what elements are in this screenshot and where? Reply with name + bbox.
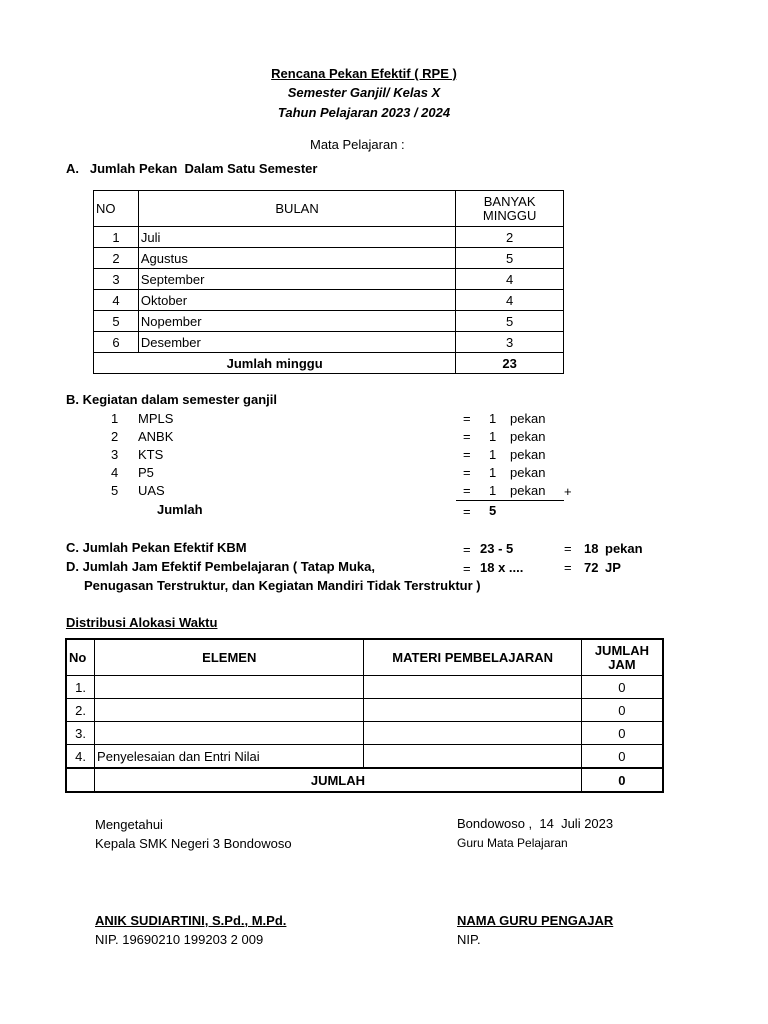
section-d-label-1: D. Jumlah Jam Efektif Pembelajaran ( Tatap Muka, (66, 559, 375, 574)
row-weeks: 4 (456, 290, 564, 311)
dist-row-no: 3. (66, 722, 95, 745)
section-c-label: C. Jumlah Pekan Efektif KBM (66, 540, 247, 555)
activity-unit: pekan (510, 447, 546, 462)
row-no: 4 (94, 290, 139, 311)
dist-row-hours: 0 (581, 722, 663, 745)
weeks-total-row (94, 353, 564, 374)
sum-divider (456, 500, 564, 501)
dist-row-no: 1. (66, 676, 95, 699)
dist-row-no: 4. (66, 745, 95, 769)
section-a-heading: A. Jumlah Pekan Dalam Satu Semester (66, 161, 318, 176)
activity-no: 1 (111, 411, 119, 426)
row-weeks: 5 (456, 248, 564, 269)
col-weeks-line2: MINGGU (482, 207, 537, 223)
row-no: 2 (94, 248, 139, 269)
activity-value: 1 (489, 483, 497, 498)
row-month: September (138, 269, 455, 290)
dist-col-element: ELEMEN (95, 639, 364, 676)
section-c-result: 18 (584, 541, 599, 556)
activity-value: 1 (489, 429, 497, 444)
sum-plus-sign: + (564, 484, 572, 499)
table-row (94, 248, 564, 269)
sign-left-line1: Mengetahui (95, 817, 163, 832)
distribution-table (65, 638, 664, 793)
dist-row-no: 2. (66, 699, 95, 722)
sign-left-line2: Kepala SMK Negeri 3 Bondowoso (95, 836, 292, 851)
activity-no: 2 (111, 429, 119, 444)
subject-label: Mata Pelajaran : (310, 137, 405, 152)
dist-total-value: 0 (581, 768, 663, 792)
section-c-unit: pekan (605, 541, 643, 556)
activity-no: 5 (111, 483, 119, 498)
dist-total-label: JUMLAH (95, 768, 582, 792)
section-c-eq2: = (564, 541, 572, 556)
activity-unit: pekan (510, 429, 546, 444)
section-d-unit: JP (605, 560, 621, 575)
teacher-name: NAMA GURU PENGAJAR (457, 913, 614, 928)
row-month: Oktober (138, 290, 455, 311)
row-weeks: 5 (456, 311, 564, 332)
activity-value: 1 (489, 465, 497, 480)
activity-unit: pekan (510, 465, 546, 480)
section-c-eq1: = (463, 542, 471, 557)
activity-total-value: 5 (489, 503, 497, 518)
dist-row-element (95, 699, 364, 722)
table-row (94, 311, 564, 332)
dist-row-hours: 0 (581, 699, 663, 722)
dist-row-hours: 0 (581, 676, 663, 699)
dist-col-hours (581, 639, 663, 676)
activity-name: P5 (138, 465, 154, 480)
headmaster-name: ANIK SUDIARTINI, S.Pd., M.Pd. (95, 913, 287, 928)
dist-col-material: MATERI PEMBELAJARAN (364, 639, 581, 676)
section-c-expr: 23 - 5 (480, 541, 514, 556)
activity-value: 1 (489, 447, 497, 462)
activity-name: MPLS (138, 411, 174, 426)
activity-no: 3 (111, 447, 119, 462)
weeks-total-value: 23 (456, 353, 564, 374)
row-month: Agustus (138, 248, 455, 269)
section-d-eq2: = (564, 560, 572, 575)
doc-semester: Semester Ganjil/ Kelas X (287, 85, 441, 100)
dist-row-hours: 0 (581, 745, 663, 769)
dist-row-material (364, 699, 581, 722)
table-row (94, 227, 564, 248)
dist-row-element (95, 676, 364, 699)
section-b-heading: B. Kegiatan dalam semester ganjil (66, 392, 277, 407)
activity-name: KTS (138, 447, 164, 462)
col-month: BULAN (138, 191, 455, 227)
activity-no: 4 (111, 465, 119, 480)
row-weeks: 3 (456, 332, 564, 353)
dist-row-element: Penyelesaian dan Entri Nilai (95, 745, 364, 769)
table-row (66, 745, 663, 769)
row-no: 3 (94, 269, 139, 290)
dist-row-element (95, 722, 364, 745)
col-weeks (456, 191, 564, 227)
table-row (94, 290, 564, 311)
section-d-result: 72 (584, 560, 599, 575)
row-weeks: 4 (456, 269, 564, 290)
table-row (94, 269, 564, 290)
activity-total-label: Jumlah (157, 502, 203, 517)
sign-right-line2: Guru Mata Pelajaran (457, 836, 568, 850)
headmaster-nip: NIP. 19690210 199203 2 009 (95, 932, 264, 947)
distribution-table-header (66, 639, 663, 676)
dist-row-material (364, 676, 581, 699)
dist-col-no: No (66, 639, 95, 676)
col-weeks-line1: BANYAK (483, 193, 536, 209)
row-month: Desember (138, 332, 455, 353)
table-row (66, 722, 663, 745)
section-d-expr: 18 x .... (480, 560, 524, 575)
row-month: Nopember (138, 311, 455, 332)
distribution-total-row (66, 768, 663, 792)
weeks-total-label: Jumlah minggu (94, 353, 456, 374)
activity-unit: pekan (510, 411, 546, 426)
row-no: 5 (94, 311, 139, 332)
section-d-eq1: = (463, 561, 471, 576)
doc-title: Rencana Pekan Efektif ( RPE ) (271, 66, 457, 81)
row-weeks: 2 (456, 227, 564, 248)
row-month: Juli (138, 227, 455, 248)
section-d-label-2: Penugasan Terstruktur, dan Kegiatan Mandiri Tidak Terstruktur ) (84, 578, 481, 593)
activity-value: 1 (489, 411, 497, 426)
distribution-heading: Distribusi Alokasi Waktu (66, 615, 218, 630)
weeks-table (93, 190, 564, 374)
activity-eq: = (463, 465, 471, 480)
col-no: NO (94, 191, 139, 227)
activity-name: UAS (138, 483, 165, 498)
activity-total-eq: = (463, 504, 471, 519)
table-row (66, 676, 663, 699)
doc-year: Tahun Pelajaran 2023 / 2024 (277, 105, 451, 120)
dist-col-hours-line1: JUMLAH (594, 642, 649, 658)
dist-row-material (364, 722, 581, 745)
activity-name: ANBK (138, 429, 174, 444)
row-no: 6 (94, 332, 139, 353)
row-no: 1 (94, 227, 139, 248)
activity-eq: = (463, 411, 471, 426)
activity-unit: pekan (510, 483, 546, 498)
weeks-table-header (94, 191, 564, 227)
dist-total-blank (66, 768, 95, 792)
dist-row-material (364, 745, 581, 769)
activity-eq: = (463, 447, 471, 462)
activity-eq: = (463, 483, 471, 498)
teacher-nip: NIP. (457, 932, 481, 947)
sign-right-line1: Bondowoso , 14 Juli 2023 (457, 816, 614, 831)
dist-col-hours-line2: JAM (608, 656, 636, 672)
table-row (66, 699, 663, 722)
table-row (94, 332, 564, 353)
activity-eq: = (463, 429, 471, 444)
